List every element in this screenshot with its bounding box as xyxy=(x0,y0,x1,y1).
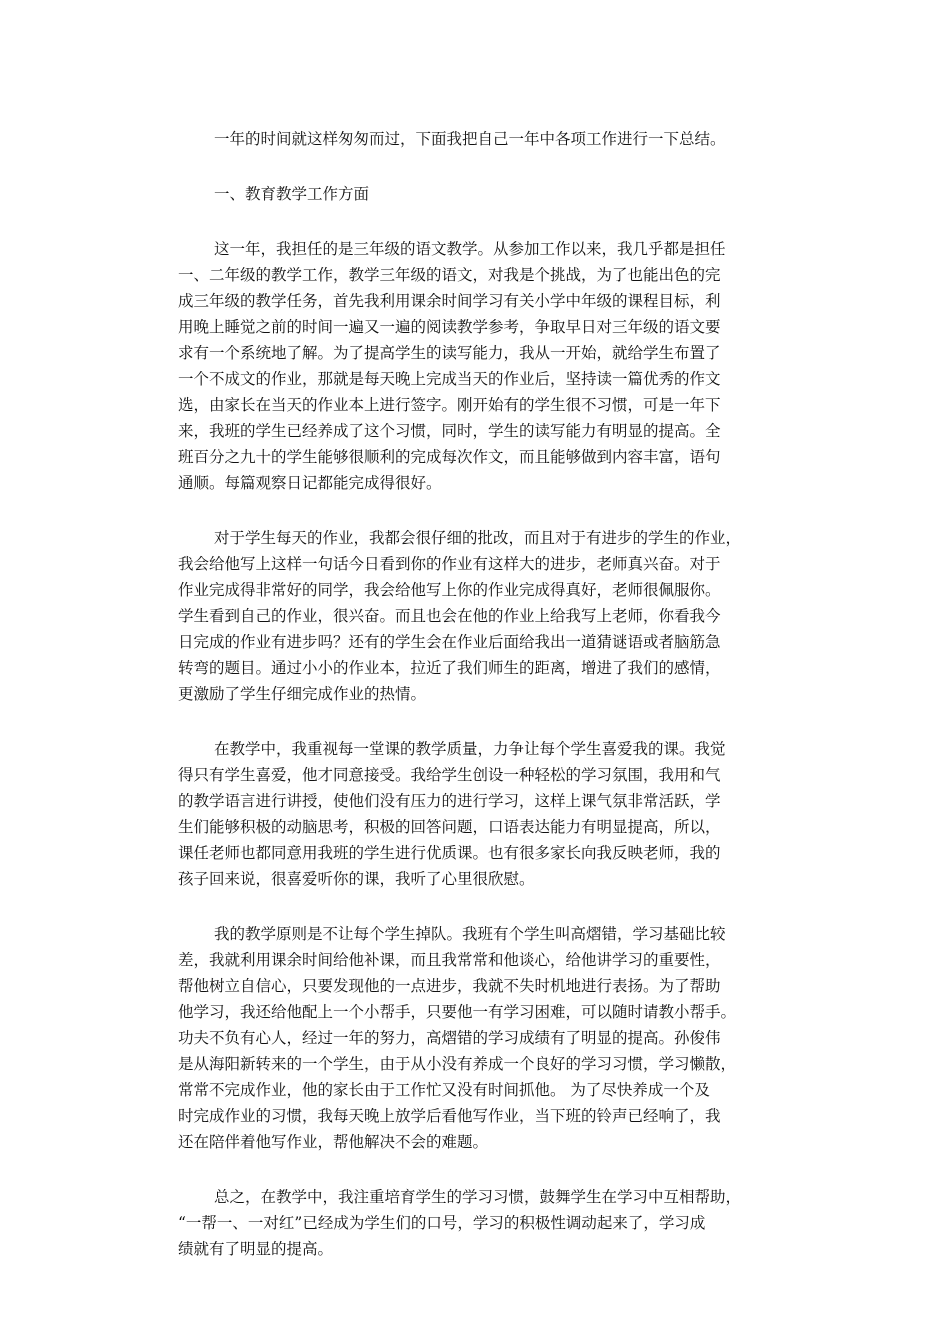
text-line: 来，我班的学生已经养成了这个习惯，同时，学生的读写能力有明显的提高。全 xyxy=(178,422,721,440)
text-line: 功夫不负有心人，经过一年的努力，高熠错的学习成绩有了明显的提高。孙俊伟 xyxy=(178,1029,721,1047)
text-line: 更激励了学生仔细完成作业的热情。 xyxy=(178,685,427,703)
text-line: 差，我就利用课余时间给他补课，而且我常常和他谈心，给他讲学习的重要性， xyxy=(178,951,721,969)
text-line: 用晚上睡觉之前的时间一遍又一遍的阅读教学参考，争取早日对三年级的语文要 xyxy=(178,318,721,336)
text-line: 的教学语言进行讲授，使他们没有压力的进行学习，这样上课气氛非常活跃，学 xyxy=(178,792,721,810)
text-line: 总之，在教学中，我注重培育学生的学习习惯，鼓舞学生在学习中互相帮助， xyxy=(214,1188,742,1206)
paragraph-gap xyxy=(178,207,778,236)
text-line: 一、教育教学工作方面 xyxy=(214,185,370,203)
text-line: 班百分之九十的学生能够很顺利的完成每次作文，而且能够做到内容丰富，语句 xyxy=(178,448,721,466)
text-line: 我的教学原则是不让每个学生掉队。我班有个学生叫高熠错，学习基础比较 xyxy=(214,925,726,943)
text-line: 帮他树立自信心，只要发现他的一点进步，我就不失时机地进行表扬。为了帮助 xyxy=(178,977,721,995)
paragraph-gap xyxy=(178,152,778,181)
paragraph-gap xyxy=(178,1155,778,1184)
text-line: 是从海阳新转来的一个学生，由于从小没有养成一个良好的学习习惯，学习懒散， xyxy=(178,1055,737,1073)
document-body xyxy=(178,126,778,1262)
text-line: 转弯的题目。通过小小的作业本，拉近了我们师生的距离，增进了我们的感情， xyxy=(178,659,721,677)
paragraph-gap xyxy=(178,892,778,921)
text-line: 常常不完成作业，他的家长由于工作忙又没有时间抓他。 为了尽快养成一个及 xyxy=(178,1081,710,1099)
paragraph-gap xyxy=(178,707,778,736)
text-line: 通顺。每篇观察日记都能完成得很好。 xyxy=(178,474,442,492)
text-line: 日完成的作业有进步吗？还有的学生会在作业后面给我出一道猜谜语或者脑筋急 xyxy=(178,633,721,651)
text-line: 一个不成文的作业，那就是每天晚上完成当天的作业后，坚持读一篇优秀的作文 xyxy=(178,370,721,388)
text-line: 学生看到自己的作业，很兴奋。而且也会在他的作业上给我写上老师，你看我今 xyxy=(178,607,721,625)
text-line: 在教学中，我重视每一堂课的教学质量，力争让每个学生喜爱我的课。我觉 xyxy=(214,740,726,758)
text-line: 成三年级的教学任务，首先我利用课余时间学习有关小学中年级的课程目标，利 xyxy=(178,292,721,310)
text-line: 一年的时间就这样匆匆而过，下面我把自己一年中各项工作进行一下总结。 xyxy=(214,130,726,148)
text-line: 求有一个系统地了解。为了提高学生的读写能力，我从一开始，就给学生布置了 xyxy=(178,344,721,362)
text-line: 课任老师也都同意用我班的学生进行优质课。也有很多家长向我反映老师，我的 xyxy=(178,844,721,862)
paragraph-homework xyxy=(178,525,778,707)
text-line: 得只有学生喜爱，他才同意接受。我给学生创设一种轻松的学习氛围，我用和气 xyxy=(178,766,721,784)
paragraph-principle xyxy=(178,921,778,1155)
section-heading xyxy=(178,181,778,207)
text-line: 他学习，我还给他配上一个小帮手，只要他一有学习困难，可以随时请教小帮手。 xyxy=(178,1003,737,1021)
text-line: 我会给他写上这样一句话今日看到你的作业有这样大的进步，老师真兴奋。对于 xyxy=(178,555,721,573)
text-line: 时完成作业的习惯，我每天晚上放学后看他写作业，当下班的铃声已经响了，我 xyxy=(178,1107,721,1125)
text-line: 对于学生每天的作业，我都会很仔细的批改，而且对于有进步的学生的作业， xyxy=(214,529,742,547)
text-line: 选，由家长在当天的作业本上进行签字。刚开始有的学生很不习惯，可是一年下 xyxy=(178,396,721,414)
text-line: 孩子回来说，很喜爱听你的课，我听了心里很欣慰。 xyxy=(178,870,535,888)
text-line: 作业完成得非常好的同学，我会给他写上你的作业完成得真好，老师很佩服你。 xyxy=(178,581,721,599)
paragraph-gap xyxy=(178,496,778,525)
text-line: 绩就有了明显的提高。 xyxy=(178,1240,334,1258)
paragraph-summary xyxy=(178,1184,778,1262)
text-line: 生们能够积极的动脑思考，积极的回答问题，口语表达能力有明显提高，所以， xyxy=(178,818,721,836)
text-line: 这一年，我担任的是三年级的语文教学。从参加工作以来，我几乎都是担任 xyxy=(214,240,726,258)
paragraph-teaching xyxy=(178,236,778,496)
paragraph-classroom xyxy=(178,736,778,892)
text-line: 还在陪伴着他写作业，帮他解决不会的难题。 xyxy=(178,1133,489,1151)
text-line: 一、二年级的教学工作，教学三年级的语文，对我是个挑战，为了也能出色的完 xyxy=(178,266,721,284)
text-line: “一帮一、一对红”已经成为学生们的口号，学习的积极性调动起来了，学习成 xyxy=(178,1214,706,1232)
paragraph-intro xyxy=(178,126,778,152)
